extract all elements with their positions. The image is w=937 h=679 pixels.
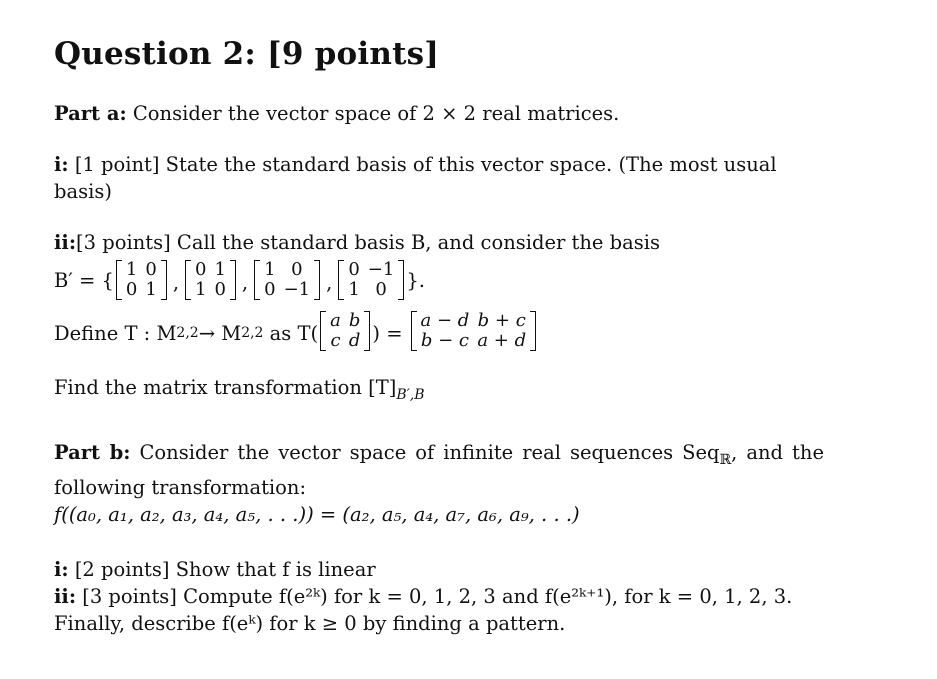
bracket-right [230, 260, 236, 300]
output-matrix [409, 311, 539, 356]
find-text: Find the matrix transformation [T] [54, 376, 397, 399]
part-b-label: Part b: [54, 440, 131, 464]
matrix-entry: b + c [477, 309, 526, 331]
matrix-entry: a − d [420, 309, 470, 331]
part-a-i-text: [1 point] State the standard basis of this vector space. (The most usual basis) [54, 153, 777, 203]
find-sub: B′,B [396, 386, 425, 403]
part-a-ii-text: [3 points] Call the standard basis B, and consider the basis [76, 231, 661, 254]
define-prefix: Define T : M [54, 321, 177, 345]
matrix-entry: 0 [145, 259, 157, 280]
matrix-entry: a [330, 309, 341, 331]
matrix-entry: 0 [291, 259, 303, 280]
matrix-entry: 0 [195, 259, 207, 280]
matrix-entry: −1 [283, 279, 311, 300]
input-matrix [318, 311, 372, 356]
part-b-text2: , and the following transformation: [54, 440, 824, 499]
part-b-text: Consider the vector space of infinite real sequences Seq [139, 440, 720, 464]
part-b-i-text: [2 points] Show that f is linear [74, 557, 376, 581]
matrix-entry: 1 [214, 259, 226, 280]
part-b-intro [54, 439, 824, 501]
bracket-right [398, 260, 404, 300]
define-arrow: → M [198, 321, 242, 345]
matrix-entry: 0 [264, 279, 276, 300]
matrix-entry: 1 [125, 259, 138, 280]
matrix-entry: d [348, 329, 361, 351]
basis-matrices [114, 260, 406, 300]
matrix-entry: 1 [145, 279, 157, 300]
part-b-formula: f((a₀, a₁, a₂, a₃, a₄, a₅, . . .)) = (a₂, a₅, a₄, a₇, a₆, a₉, . . .) [54, 502, 580, 526]
comma: , [172, 271, 180, 294]
part-a-i [54, 151, 824, 205]
part-b-i [54, 556, 824, 583]
comma: , [241, 271, 249, 294]
find-matrix-line [54, 374, 824, 409]
part-a-label: Part a: [54, 102, 127, 125]
bracket-right [314, 260, 320, 300]
matrix-entry: b − c [420, 329, 469, 351]
define-sub1: 2,2 [176, 325, 199, 341]
bracket-right [364, 311, 370, 351]
bracket-right [530, 311, 536, 351]
input-matrix-body [320, 311, 370, 351]
part-a-intro [54, 100, 824, 127]
matrix-entry: b [348, 309, 361, 331]
matrix-entry: 1 [348, 279, 360, 300]
matrix-entry: 1 [264, 259, 276, 280]
basis-matrix-3 [254, 260, 320, 300]
part-a-ii [54, 229, 824, 256]
matrix-entry: a + d [477, 329, 527, 351]
basis-matrix-1 [116, 260, 167, 300]
part-b-final: Finally, describe f(eᵏ) for k ≥ 0 by finding a pattern. [54, 611, 566, 635]
matrix-entry: −1 [367, 259, 395, 280]
matrix-entry: 1 [195, 279, 207, 300]
basis-matrix-2 [185, 260, 236, 300]
seq-sub: ℝ [719, 451, 732, 468]
comma: , [326, 271, 333, 294]
part-b-i-label: i: [54, 557, 69, 581]
part-a-i-label: i: [54, 153, 69, 176]
basis-suffix: }. [406, 268, 425, 292]
part-b-ii-label: ii: [54, 584, 77, 608]
question-title: Question 2: [9 points] [54, 36, 440, 72]
define-sub2: 2,2 [241, 325, 264, 341]
transformation-definition [54, 306, 824, 360]
matrix-entry: c [330, 329, 341, 351]
define-close: ) = [372, 321, 403, 345]
part-b-ii [54, 583, 824, 610]
part-a-text: Consider the vector space of 2 × 2 real matrices. [132, 102, 620, 125]
define-as: as T( [263, 321, 319, 345]
part-b-ii-text: [3 points] Compute f(e²ᵏ) for k = 0, 1, 2, 3 and f(e²ᵏ⁺¹), for k = 0, 1, 2, 3. [82, 584, 793, 608]
matrix-entry: 0 [125, 279, 138, 300]
basis-matrix-4 [338, 260, 404, 300]
bracket-right [161, 260, 167, 300]
part-a-ii-label: ii: [54, 231, 77, 254]
matrix-entry: 0 [375, 279, 387, 300]
matrix-entry: 0 [214, 279, 226, 300]
question-page [54, 36, 824, 637]
output-matrix-body [411, 311, 537, 351]
matrix-entry: 0 [348, 259, 360, 280]
basis-b-prime [54, 258, 824, 302]
basis-prefix: B′ = { [54, 268, 114, 292]
